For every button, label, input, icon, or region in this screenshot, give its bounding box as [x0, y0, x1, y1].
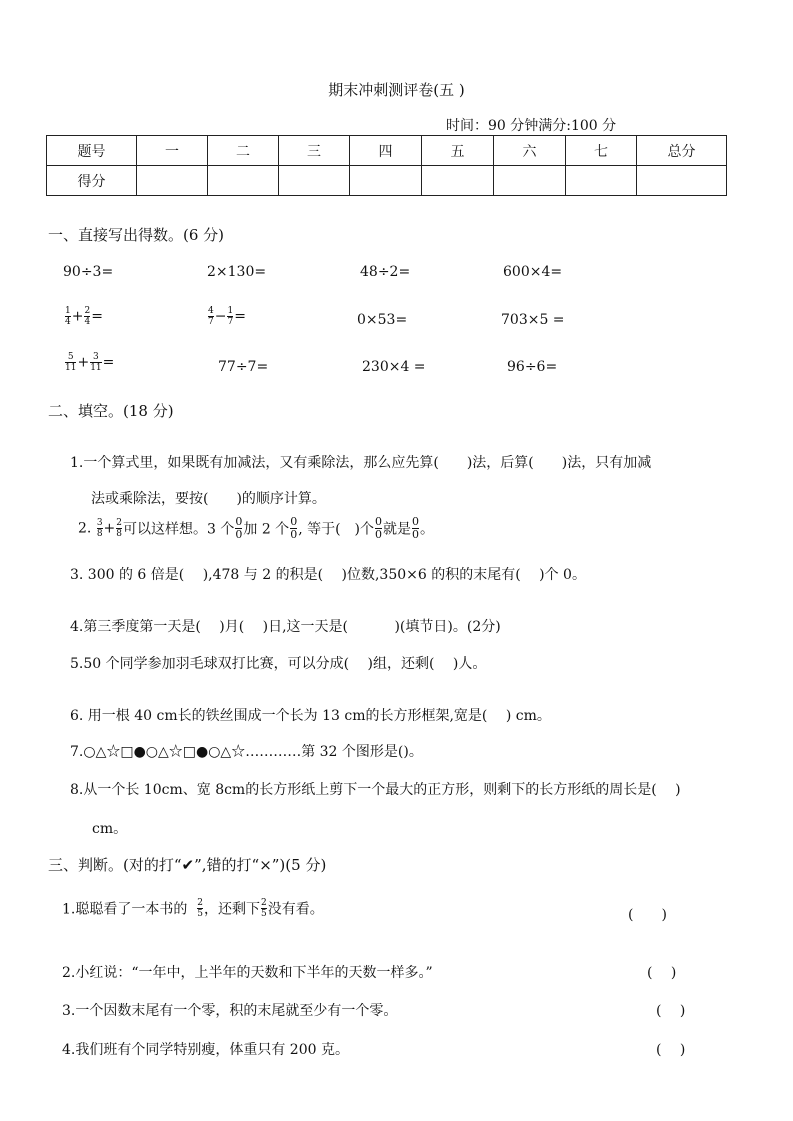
question-2-8: 8.从一个长 10cm、宽 8cm的长方形纸上剪下一个最大的正方形，则剩下的长方形纸的周长是( ) — [70, 782, 681, 798]
score-header-cell: 题号 — [47, 136, 137, 166]
fraction: $\frac{4}{7}$ — [208, 306, 214, 327]
fraction: $\frac{2}{5}$ — [197, 898, 203, 919]
fraction: $\frac{2}{4}$ — [84, 306, 91, 327]
calc-item-fraction: $\frac{4}{7}$ − $\frac{1}{7}$ = — [208, 306, 246, 327]
score-header-cell: 总分 — [637, 136, 727, 166]
score-header-cell: 二 — [208, 136, 279, 166]
section2-heading: 二、填空。(18 分) — [48, 402, 174, 420]
score-row-label: 得分 — [47, 166, 137, 196]
fraction: $\frac{3}{8}$ — [96, 518, 103, 539]
question-2-2: 2. $\frac{3}{8}$ + $\frac{2}{8}$ 可以这样想。3 个 $\frac{0}{0}$ 加 2 个 $\frac{0}{0}$ , 等于( )个 $\frac{0}{0}$ 就是 $\frac{0}{0}$ 。 — [78, 515, 435, 541]
section3-heading: 三、判断。(对的打“✔”,错的打“×”)(5 分) — [48, 856, 327, 874]
score-cell[interactable] — [637, 166, 727, 196]
answer-paren[interactable]: ( ) — [656, 1042, 686, 1058]
question-2-5: 5.50 个同学参加羽毛球双打比赛，可以分成( )组，还剩( )人。 — [70, 656, 487, 672]
question-2-4: 4.第三季度第一天是( )月( )日,这一天是( )(填节日)。(2分) — [70, 619, 501, 635]
score-header-cell: 一 — [137, 136, 208, 166]
score-table-header-row — [47, 136, 727, 166]
answer-paren[interactable]: ( ) — [656, 1003, 686, 1019]
question-2-8-cont: cm。 — [92, 821, 128, 837]
score-cell[interactable] — [350, 166, 422, 196]
fraction: $\frac{5}{11}$ — [65, 352, 77, 373]
score-cell[interactable] — [208, 166, 279, 196]
fraction: $\frac{0}{0}$ — [290, 515, 298, 541]
fraction: $\frac{3}{11}$ — [90, 352, 102, 373]
question-2-3: 3. 300 的 6 倍是( ),478 与 2 的积是( )位数,350×6 的积的末尾有( )个 0。 — [70, 567, 586, 583]
fraction: $\frac{1}{4}$ — [65, 306, 71, 327]
score-cell[interactable] — [279, 166, 350, 196]
score-cell[interactable] — [422, 166, 494, 196]
calc-item: 230×4 = — [362, 359, 426, 375]
calc-item-fraction: $\frac{1}{4}$ + $\frac{2}{4}$ = — [65, 306, 103, 327]
question-3-3: 3.一个因数末尾有一个零，积的末尾就至少有一个零。 — [62, 1003, 398, 1019]
question-3-1: 1.聪聪看了一本书的 $\frac{2}{5}$ ，还剩下 $\frac{2}{5}$ 没有看。 — [62, 898, 324, 919]
calc-item-fraction: $\frac{5}{11}$ + $\frac{3}{11}$ = — [65, 352, 115, 373]
score-table-score-row — [47, 166, 727, 196]
calc-item: 77÷7= — [218, 359, 269, 375]
fraction: $\frac{0}{0}$ — [412, 515, 420, 541]
answer-paren[interactable]: ( ) — [628, 907, 667, 923]
question-2-1-cont: 法或乘除法，要按( )的顺序计算。 — [91, 491, 326, 507]
fraction: $\frac{2}{5}$ — [261, 898, 267, 919]
fraction: $\frac{2}{8}$ — [116, 518, 123, 539]
page-title: 期末冲刺测评卷(五 ) — [328, 81, 465, 99]
score-header-cell: 六 — [494, 136, 566, 166]
exam-meta: 时间：90 分钟满分:100 分 — [446, 118, 617, 134]
calc-item: 2×130= — [207, 264, 267, 280]
question-2-7: 7.○△☆□●○△☆□●○△☆…………第 32 个图形是()。 — [70, 744, 423, 760]
question-3-2: 2.小红说：“一年中，上半年的天数和下半年的天数一样多。” — [62, 965, 433, 981]
calc-item: 48÷2= — [360, 264, 411, 280]
calc-item: 703×5 = — [501, 312, 565, 328]
score-header-cell: 三 — [279, 136, 350, 166]
answer-paren[interactable]: ( ) — [647, 965, 677, 981]
score-header-cell: 四 — [350, 136, 422, 166]
score-cell[interactable] — [566, 166, 637, 196]
score-header-cell: 七 — [566, 136, 637, 166]
calc-item: 0×53= — [357, 312, 408, 328]
fraction: $\frac{0}{0}$ — [235, 515, 243, 541]
calc-item: 90÷3= — [63, 264, 114, 280]
calc-item: 96÷6= — [507, 359, 558, 375]
fraction: $\frac{1}{7}$ — [227, 306, 234, 327]
section1-heading: 一、直接写出得数。(6 分) — [48, 226, 225, 244]
score-cell[interactable] — [494, 166, 566, 196]
score-table — [46, 135, 727, 196]
question-2-6: 6. 用一根 40 cm长的铁丝围成一个长为 13 cm的长方形框架,宽是( ) cm。 — [70, 708, 551, 724]
question-2-1: 1.一个算式里，如果既有加减法，又有乘除法，那么应先算( )法，后算( )法，只有加减 — [70, 455, 652, 471]
fraction: $\frac{0}{0}$ — [375, 515, 383, 541]
calc-item: 600×4= — [503, 264, 563, 280]
score-header-cell: 五 — [422, 136, 494, 166]
score-cell[interactable] — [137, 166, 208, 196]
question-3-4: 4.我们班有个同学特别瘦，体重只有 200 克。 — [62, 1042, 349, 1058]
